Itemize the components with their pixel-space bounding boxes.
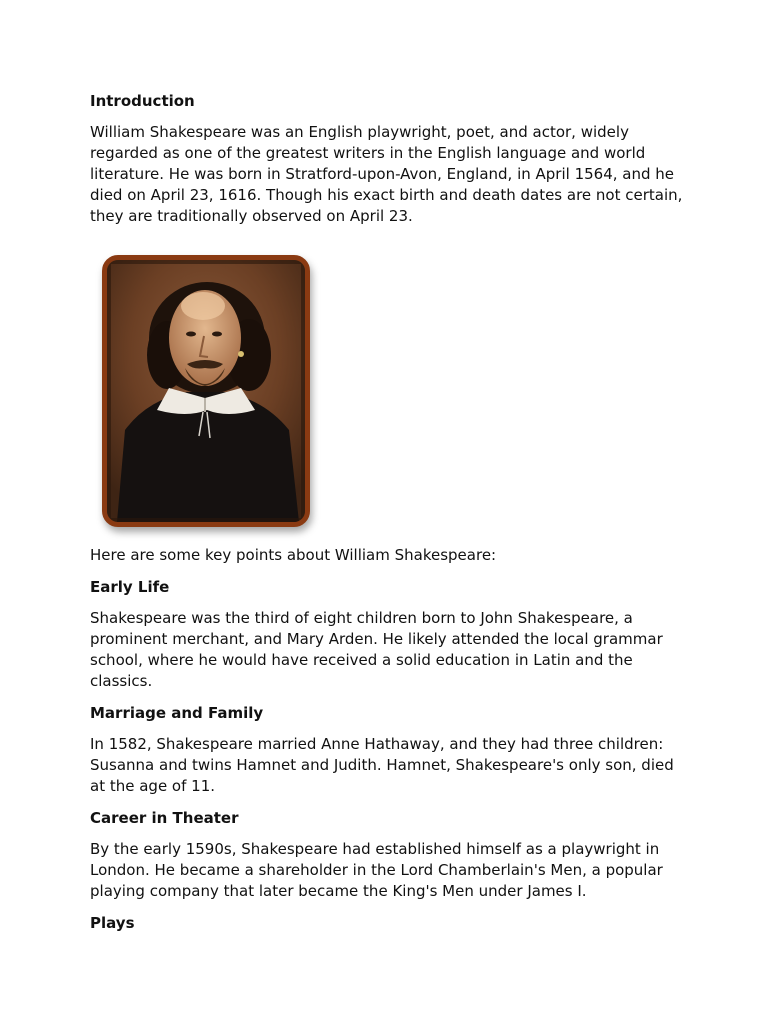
marriage-paragraph: In 1582, Shakespeare married Anne Hathaway, and they had three children: Susanna and twins Hamnet and Judith. Hamnet, Shakespeare's only son, died at the age of 11. [90, 735, 674, 795]
key-points-intro: Here are some key points about William Shakespeare: [90, 546, 497, 564]
career-paragraph: By the early 1590s, Shakespeare had established himself as a playwright in London. He became a shareholder in the Lord Chamberlain's Men, a popular playing company that later became the King's Men under James I. [90, 840, 663, 900]
marriage-heading: Marriage and Family [90, 704, 264, 722]
early-life-heading: Early Life [90, 578, 170, 596]
early-life-paragraph: Shakespeare was the third of eight children born to John Shakespeare, a prominent merchant, and Mary Arden. He likely attended the local grammar school, where he would have received a solid education in Latin and the classics. [90, 609, 663, 690]
shakespeare-portrait [102, 255, 310, 527]
document-content [90, 91, 690, 933]
intro-paragraph: William Shakespeare was an English playwright, poet, and actor, widely regarded as one of the greatest writers in the English language and world literature. He was born in Stratford-upon-Avon, England, in April 1564, and he died on April 23, 1616. Though his exact birth and death dates are not certain, they are traditionally observed on April 23. [90, 123, 683, 225]
plays-heading: Plays [90, 914, 135, 932]
intro-heading: Introduction [90, 92, 195, 110]
career-heading: Career in Theater [90, 809, 239, 827]
portrait-container [90, 227, 690, 545]
